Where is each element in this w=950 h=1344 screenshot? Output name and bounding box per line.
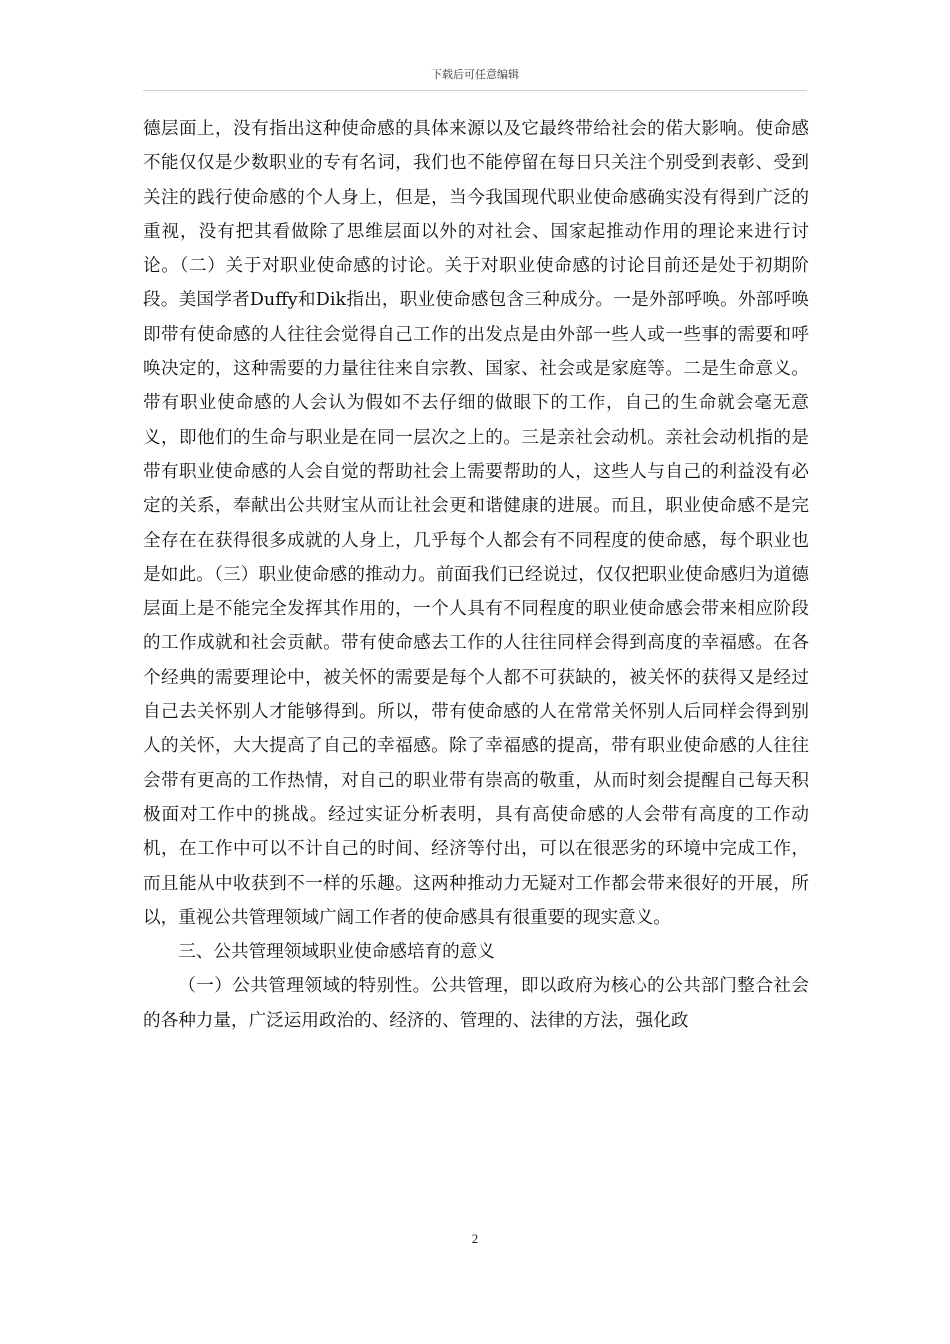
page-number: 2	[471, 1231, 479, 1246]
page-header: 下载后可任意编辑	[431, 68, 519, 81]
body-paragraph: （一）公共管理领域的特别性。公共管理，即以政府为核心的公共部门整合社会的各种力量，广泛运用政治的、经济的、管理的、法律的方法，强化政	[143, 976, 809, 1031]
section-heading: 三、公共管理领域职业使命感培育的意义	[178, 942, 495, 963]
header-divider	[143, 90, 807, 91]
body-paragraph: 德层面上，没有指出这种使命感的具体来源以及它最终带给社会的偌大影响。使命感不能仅仅是少数职业的专有名词，我们也不能停留在每日只关注个别受到表彰、受到关注的践行使命感的个人身上，但是，当今我国现代职业使命感确实没有得到广泛的重视，没有把其看做除了思维层面以外的对社会、国家起推动作用的理论来进行讨论。（二）关于对职业使命感的讨论。关于对职业使命感的讨论目前还是处于初期阶段。美国学者Duffy和Dik指出，职业使命感包含三种成分。一是外部呼唤。外部呼唤即带有使命感的人往往会觉得自己工作的出发点是由外部一些人或一些事的需要和呼唤决定的，这种需要的力量往往来自宗教、国家、社会或是家庭等。二是生命意义。带有职业使命感的人会认为假如不去仔细的做眼下的工作，自己的生命就会毫无意义，即他们的生命与职业是在同一层次之上的。三是亲社会动机。亲社会动机指的是带有职业使命感的人会自觉的帮助社会上需要帮助的人，这些人与自己的利益没有必定的关系，奉献出公共财宝从而让社会更和谐健康的进展。而且，职业使命感不是完全存在在获得很多成就的人身上，几乎每个人都会有不同程度的使命感，每个职业也是如此。（三）职业使命感的推动力。前面我们已经说过，仅仅把职业使命感归为道德层面上是不能完全发挥其作用的，一个人具有不同程度的职业使命感会带来相应阶段的工作成就和社会贡献。带有使命感去工作的人往往同样会得到高度的幸福感。在各个经典的需要理论中，被关怀的需要是每个人都不可获缺的，被关怀的获得又是经过自己去关怀别人才能够得到。所以，带有使命感的人在常常关怀别人后同样会得到别人的关怀，大大提高了自己的幸福感。除了幸福感的提高，带有职业使命感的人往往会带有更高的工作热情，对自己的职业带有崇高的敬重，从而时刻会提醒自己每天积极面对工作中的挑战。经过实证分析表明，具有高使命感的人会带有高度的工作动机，在工作中可以不计自己的时间、经济等付出，可以在很恶劣的环境中完成工作，而且能从中收获到不一样的乐趣。这两种推动力无疑对工作都会带来很好的开展，所以，重视公共管理领域广阔工作者的使命感具有很重要的现实意义。	[143, 119, 809, 928]
document-body	[143, 112, 809, 1038]
